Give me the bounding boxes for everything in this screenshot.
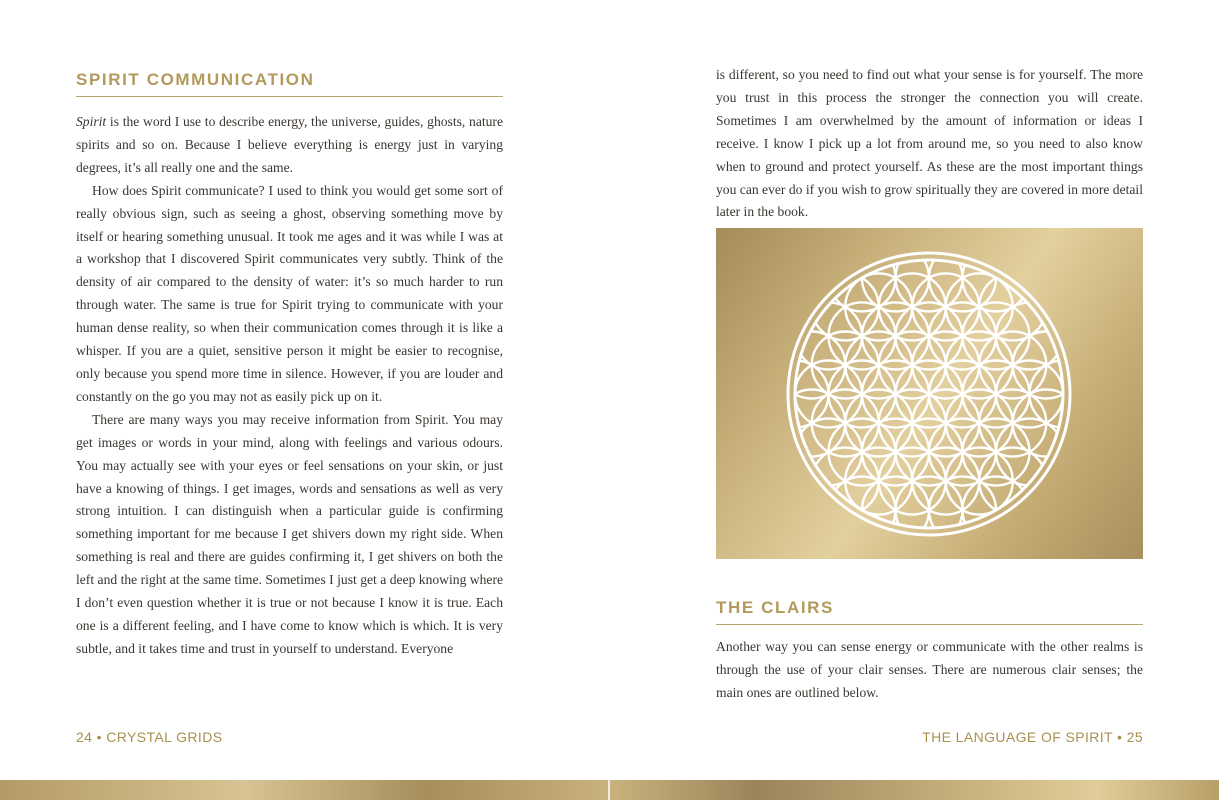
- continuation-paragraph: is different, so you need to find out what your sense is for yourself. The more you trust in this process the stronger the connection you will create. Sometimes I am overwhelmed by the amount of information or ideas I receive. I know I pick up a lot from around me, so you need to also know when to ground and protect yourself. As these are the most important things you can ever do if you wish to grow spiritually they are covered in more detail later in the book.: [716, 67, 1143, 220]
- paragraph-1-text: is the word I use to describe energy, the universe, guides, ghosts, nature spirits and so on. Because I believe everything is energy just in varying degrees, it’s all really one and the same.: [76, 114, 503, 175]
- flower-of-life-icon: [716, 228, 1143, 559]
- flower-of-life-figure: [716, 228, 1143, 559]
- right-body-text: [716, 636, 1143, 705]
- left-body-text: [76, 111, 503, 661]
- left-page-footer: 24 • CRYSTAL GRIDS: [76, 729, 223, 745]
- paragraph-3: There are many ways you may receive information from Spirit. You may get images or words in your mind, along with feelings and various odours. You may actually see with your eyes or feel sensations on your skin, or just have a knowing of things. I get images, words and sensations as well as very strong intuition. I can distinguish when a particular guide is confirming something important for me because I get shivers down my right side. When something is real and there are guides confirming it, I get shivers on both the left and the right at the same time. Sometimes I just get a deep knowing where I don’t even question whether it is true or not because I know it is true. Each one is a different feeling, and I have come to know which is which. It is very subtle, and it takes time and trust in yourself to understand. Everyone: [76, 411, 503, 656]
- paragraph-2: How does Spirit communicate? I used to think you would get some sort of really obvious sign, such as seeing a ghost, observing something move by itself or hearing something unusual. It took me ages and it was while I was at a workshop that I discovered Spirit communicates very subtly. Think of the density of air compared to the density of water: it’s so much harder to run through water. The same is true for Spirit trying to communicate with your human dense reality, so when their communication comes through it is like a whisper. If you are a quiet, sensitive person it might be easier to recognise, only because you spend more time in silence. However, if you are louder and constantly on the go you may not as easily pick up on it.: [76, 182, 503, 404]
- right-page-footer: THE LANGUAGE OF SPIRIT • 25: [922, 729, 1143, 745]
- page-gutter: [608, 780, 610, 800]
- spirit-term: Spirit: [76, 114, 107, 129]
- right-page: [716, 0, 1143, 780]
- right-continuation-text: [716, 64, 1143, 224]
- left-page: [76, 0, 503, 780]
- section-heading-spirit-communication: SPIRIT COMMUNICATION: [76, 70, 503, 97]
- section-heading-the-clairs: THE CLAIRS: [716, 598, 1143, 625]
- clairs-paragraph: Another way you can sense energy or communicate with the other realms is through the use of your clair senses. There are numerous clair senses; the main ones are outlined below.: [716, 639, 1143, 700]
- paragraph-1: [76, 111, 503, 180]
